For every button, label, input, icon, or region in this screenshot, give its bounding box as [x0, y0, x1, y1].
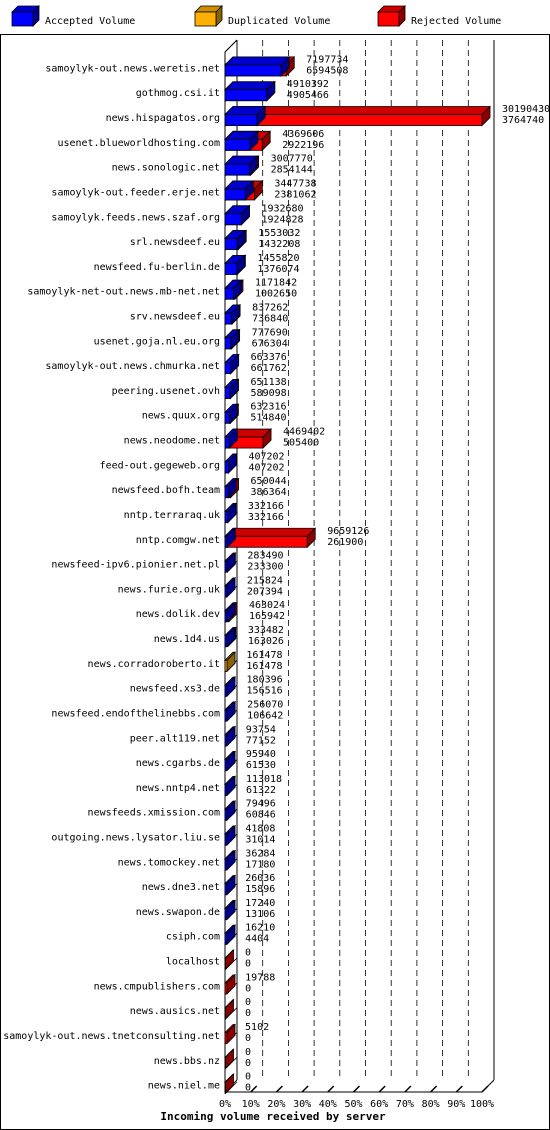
- x-tick-label-7: 70%: [395, 1099, 414, 1110]
- bar-accepted-1-top: [225, 82, 275, 90]
- category-label-30: newsfeeds.xmission.com: [87, 807, 220, 819]
- category-label-8: newsfeed.fu-berlin.de: [93, 261, 220, 273]
- bar-accepted-20: [225, 553, 235, 572]
- bar-offered-19-top: [225, 528, 315, 536]
- bar-accepted-21: [225, 578, 235, 597]
- bar-accepted-28-front: [225, 760, 227, 771]
- category-label-41: news.niel.me: [147, 1080, 220, 1092]
- bar-accepted-14: [225, 404, 237, 423]
- bar-accepted-17: [225, 479, 236, 498]
- offered-value-35: 16210: [245, 922, 276, 934]
- x-tick-label-0: 0%: [218, 1099, 232, 1110]
- category-label-31: outgoing.news.lysator.liu.se: [51, 832, 220, 844]
- x-tick-mark-10: [482, 1086, 488, 1092]
- bar-offered-39-front: [225, 1032, 227, 1043]
- legend-swatch-rejected-front: [378, 12, 399, 26]
- bar-accepted-23-front: [225, 636, 227, 647]
- offered-value-26: 256070: [247, 699, 284, 711]
- category-label-5: samoylyk-out.feeder.erje.net: [51, 187, 220, 199]
- bar-accepted-13: [225, 379, 238, 398]
- accepted-value-13: 589098: [250, 387, 287, 399]
- category-label-35: csiph.com: [165, 931, 220, 943]
- bar-accepted-14-front: [225, 412, 229, 423]
- bar-accepted-24: [225, 652, 235, 671]
- bar-accepted-16-front: [225, 462, 228, 473]
- category-label-0: samoylyk-out.news.weretis.net: [45, 63, 220, 75]
- bar-accepted-34-front: [225, 908, 227, 919]
- accepted-value-37: 0: [245, 983, 252, 995]
- accepted-value-25: 156516: [246, 685, 283, 697]
- category-label-21: news.furie.org.uk: [117, 584, 220, 596]
- accepted-value-1: 4905466: [286, 90, 329, 102]
- bar-accepted-4: [225, 156, 257, 175]
- x-tick-mark-4: [328, 1086, 334, 1092]
- category-label-33: news.dne3.net: [141, 882, 220, 894]
- bar-accepted-16: [225, 454, 236, 473]
- bar-accepted-21-front: [225, 586, 227, 597]
- bar-accepted-6: [225, 206, 249, 225]
- x-tick-label-6: 60%: [370, 1099, 389, 1110]
- offered-value-2: 30190430: [502, 104, 550, 116]
- bar-accepted-8: [225, 255, 245, 274]
- category-label-4: news.sonologic.net: [111, 162, 220, 174]
- bar-offered-38-front: [225, 1008, 226, 1019]
- x-axis-label: Incoming volume received by server: [160, 1110, 386, 1123]
- bar-accepted-24-front: [225, 660, 227, 671]
- accepted-value-34: 13106: [245, 908, 276, 920]
- bar-accepted-31: [225, 826, 235, 845]
- offered-value-40: 0: [245, 1046, 252, 1058]
- offered-value-4: 3007770: [270, 153, 313, 165]
- category-label-11: usenet.goja.nl.eu.org: [93, 336, 220, 348]
- offered-value-19: 9659126: [327, 525, 370, 537]
- y-tick-0: [225, 40, 237, 52]
- bar-accepted-3-front: [225, 139, 250, 150]
- category-label-40: news.bbs.nz: [153, 1055, 220, 1067]
- bar-accepted-35-front: [225, 933, 227, 944]
- offered-value-37: 19788: [245, 972, 276, 984]
- bar-accepted-9-front: [225, 288, 234, 299]
- accepted-value-7: 1432208: [258, 239, 301, 251]
- category-label-22: news.dolik.dev: [135, 609, 220, 621]
- offered-value-24: 161478: [246, 649, 283, 661]
- bar-accepted-27: [225, 727, 235, 746]
- offered-value-1: 4910392: [286, 79, 329, 91]
- category-label-32: news.tomockey.net: [117, 857, 220, 869]
- offered-value-7: 1553032: [258, 228, 301, 240]
- bar-accepted-6-front: [225, 214, 241, 225]
- bar-offered-41-front: [225, 1082, 226, 1093]
- offered-value-28: 95940: [245, 749, 276, 761]
- bar-accepted-0-top: [225, 57, 289, 65]
- offered-value-13: 651138: [250, 376, 287, 388]
- accepted-value-26: 106642: [247, 710, 284, 722]
- offered-value-31: 41808: [245, 823, 276, 835]
- offered-value-38: 0: [245, 997, 252, 1009]
- x-tick-label-2: 20%: [267, 1099, 286, 1110]
- offered-value-25: 180396: [246, 674, 283, 686]
- category-label-27: peer.alt119.net: [129, 733, 220, 745]
- category-label-2: news.hispagatos.org: [105, 113, 220, 125]
- bar-accepted-33: [225, 876, 235, 895]
- legend-label-accepted: Accepted Volume: [45, 16, 136, 27]
- bar-accepted-30-front: [225, 809, 227, 820]
- accepted-value-23: 163026: [247, 636, 284, 648]
- category-label-1: gothmog.csi.it: [135, 88, 220, 100]
- x-tick-label-5: 50%: [344, 1099, 363, 1110]
- offered-value-17: 650044: [250, 476, 287, 488]
- bar-accepted-34: [225, 900, 235, 919]
- legend-swatch-rejected: [378, 6, 405, 26]
- bar-accepted-18: [225, 503, 236, 522]
- bar-offered-40-side: [226, 1049, 234, 1068]
- bar-accepted-22: [225, 603, 235, 622]
- offered-value-23: 333482: [247, 625, 284, 637]
- accepted-value-33: 15896: [245, 884, 276, 896]
- offered-value-0: 7197734: [306, 54, 349, 66]
- category-label-39: samoylyk-out.news.tnetconsulting.net: [3, 1030, 220, 1042]
- accepted-value-4: 2854144: [270, 164, 313, 176]
- category-label-19: nntp.comgw.net: [135, 534, 220, 546]
- bar-accepted-22-front: [225, 611, 227, 622]
- bar-accepted-12-front: [225, 363, 231, 374]
- bar-offered-41-side: [226, 1074, 234, 1093]
- bar-accepted-9: [225, 280, 242, 299]
- accepted-value-5: 2381062: [274, 189, 317, 201]
- accepted-value-9: 1002650: [254, 288, 298, 300]
- accepted-value-6: 1924828: [261, 214, 304, 226]
- bar-accepted-32-front: [225, 859, 227, 870]
- accepted-value-20: 233300: [247, 561, 284, 573]
- bar-accepted-35: [225, 925, 235, 944]
- x-tick-mark-7: [405, 1086, 411, 1092]
- offered-value-39: 5102: [245, 1021, 270, 1033]
- legend-swatch-duplicated: [195, 6, 222, 26]
- bar-accepted-4-front: [225, 164, 249, 175]
- bar-accepted-3: [225, 131, 258, 150]
- category-label-13: peering.usenet.ovh: [111, 385, 220, 397]
- accepted-value-3: 2922196: [282, 139, 325, 151]
- category-label-14: news.quux.org: [141, 410, 220, 422]
- bar-accepted-32: [225, 851, 235, 870]
- accepted-value-15: 505400: [283, 437, 320, 449]
- legend-label-duplicated: Duplicated Volume: [228, 16, 331, 27]
- bar-accepted-10-front: [225, 313, 231, 324]
- offered-value-6: 1932680: [261, 203, 304, 215]
- offered-value-22: 463024: [248, 600, 286, 612]
- offered-value-21: 215824: [246, 575, 283, 587]
- offered-value-16: 407202: [248, 451, 285, 463]
- bar-accepted-30: [225, 801, 235, 820]
- bar-accepted-13-front: [225, 387, 230, 398]
- accepted-value-35: 4404: [245, 933, 270, 945]
- accepted-value-21: 207394: [246, 586, 283, 598]
- bar-offered-40-front: [225, 1057, 226, 1068]
- legend-swatch-duplicated-front: [195, 12, 216, 26]
- category-label-29: news.nntp4.net: [135, 782, 220, 794]
- category-label-36: localhost: [165, 956, 220, 968]
- accepted-value-36: 0: [245, 958, 252, 970]
- category-label-15: news.neodome.net: [123, 435, 220, 447]
- x-tick-mark-9: [456, 1086, 462, 1092]
- bar-offered-38-side: [226, 1000, 234, 1019]
- accepted-value-19: 261900: [327, 536, 364, 548]
- bar-accepted-31-front: [225, 834, 227, 845]
- bar-accepted-29-front: [225, 784, 227, 795]
- legend-label-rejected: Rejected Volume: [411, 16, 502, 27]
- offered-value-32: 36284: [245, 848, 276, 860]
- x-tick-label-10: 100%: [469, 1099, 495, 1110]
- bar-offered-37-front: [225, 983, 227, 994]
- bar-accepted-17-front: [225, 487, 228, 498]
- accepted-value-24: 161478: [246, 660, 283, 672]
- legend: [12, 6, 501, 27]
- offered-value-9: 1171842: [254, 277, 298, 289]
- accepted-value-30: 60846: [245, 809, 276, 821]
- bar-offered-36-front: [225, 958, 226, 969]
- x-tick-mark-1: [251, 1086, 257, 1092]
- offered-value-34: 17240: [245, 897, 276, 909]
- category-label-37: news.cmpublishers.com: [93, 981, 220, 993]
- bar-accepted-2: [225, 107, 265, 126]
- bar-offered-37: [225, 975, 235, 994]
- bar-offered-36-side: [226, 950, 234, 969]
- accepted-value-16: 407202: [248, 462, 285, 474]
- x-tick-mark-2: [276, 1086, 282, 1092]
- bar-accepted-33-front: [225, 884, 227, 895]
- category-label-23: news.1d4.us: [153, 634, 220, 646]
- accepted-value-18: 332166: [247, 511, 284, 523]
- offered-value-5: 3447738: [274, 178, 317, 190]
- legend-swatch-accepted: [12, 6, 39, 26]
- offered-value-33: 26036: [245, 873, 276, 885]
- bar-offered-19-front: [225, 536, 307, 547]
- accepted-value-10: 736840: [252, 313, 289, 325]
- bar-accepted-7-front: [225, 239, 237, 250]
- bar-accepted-28: [225, 752, 235, 771]
- category-label-28: news.cgarbs.de: [135, 758, 220, 770]
- accepted-value-2: 3764740: [502, 115, 545, 127]
- bar-accepted-18-front: [225, 511, 228, 522]
- bar-accepted-1-front: [225, 90, 267, 101]
- accepted-value-32: 17180: [245, 859, 276, 871]
- category-label-9: samoylyk-net-out.news.mb-net.net: [27, 286, 220, 298]
- category-label-7: srl.newsdeef.eu: [129, 237, 220, 249]
- bar-accepted-20-front: [225, 561, 227, 572]
- bar-accepted-15-front: [225, 437, 229, 448]
- accepted-value-31: 31014: [245, 834, 276, 846]
- category-label-18: nntp.terraraq.uk: [123, 509, 220, 521]
- offered-value-8: 1455820: [257, 252, 300, 264]
- accepted-value-27: 77152: [245, 735, 276, 747]
- offered-value-15: 4469402: [283, 426, 326, 438]
- bar-accepted-27-front: [225, 735, 227, 746]
- category-label-17: newsfeed.bofh.team: [111, 485, 220, 497]
- offered-value-11: 777690: [251, 327, 288, 339]
- category-label-25: newsfeed.xs3.de: [129, 683, 220, 695]
- x-tick-label-4: 40%: [318, 1099, 337, 1110]
- accepted-value-40: 0: [245, 1057, 252, 1069]
- bar-accepted-2-front: [225, 115, 257, 126]
- bar-accepted-19-front: [225, 536, 227, 547]
- offered-value-20: 283490: [247, 550, 284, 562]
- bar-accepted-26: [225, 702, 235, 721]
- accepted-value-39: 0: [245, 1032, 252, 1044]
- accepted-value-29: 61322: [245, 784, 277, 796]
- bar-offered-39: [225, 1024, 235, 1043]
- offered-value-14: 632316: [250, 401, 287, 413]
- bar-accepted-26-front: [225, 710, 227, 721]
- offered-value-18: 332166: [247, 500, 284, 512]
- x-tick-mark-5: [354, 1086, 360, 1092]
- offered-value-30: 79496: [245, 798, 276, 810]
- x-tick-mark-6: [379, 1086, 385, 1092]
- category-label-20: newsfeed-ipv6.pionier.net.pl: [51, 559, 220, 571]
- bar-accepted-8-front: [225, 263, 237, 274]
- x-tick-label-8: 80%: [421, 1099, 440, 1110]
- bar-accepted-7: [225, 231, 245, 250]
- category-label-26: newsfeed.endofthelinebbs.com: [51, 708, 220, 720]
- legend-swatch-accepted-front: [12, 12, 33, 26]
- x-tick-label-1: 10%: [241, 1099, 260, 1110]
- category-label-34: news.swapon.de: [135, 906, 220, 918]
- bar-offered-19: [225, 528, 315, 547]
- offered-value-10: 837262: [252, 302, 289, 314]
- accepted-value-38: 0: [245, 1008, 252, 1020]
- offered-value-29: 113018: [245, 773, 283, 785]
- x-tick-label-9: 90%: [447, 1099, 466, 1110]
- accepted-value-11: 676304: [251, 338, 288, 350]
- offered-value-12: 663376: [250, 352, 287, 364]
- offered-value-41: 0: [245, 1071, 252, 1083]
- category-label-6: samoylyk.feeds.news.szaf.org: [51, 212, 220, 224]
- category-label-24: news.corradoroberto.it: [87, 658, 220, 670]
- accepted-value-22: 165942: [248, 611, 286, 623]
- category-label-12: samoylyk-out.news.chmurka.net: [45, 361, 220, 373]
- bar-accepted-11-front: [225, 338, 231, 349]
- accepted-value-12: 661762: [250, 363, 287, 375]
- offered-value-3: 4369606: [282, 128, 325, 140]
- x-tick-mark-8: [431, 1086, 437, 1092]
- accepted-value-0: 6594508: [306, 65, 349, 77]
- bar-accepted-25: [225, 677, 235, 696]
- bar-accepted-23: [225, 628, 235, 647]
- accepted-value-28: 61530: [245, 760, 276, 772]
- bar-accepted-0-front: [225, 65, 281, 76]
- category-label-38: news.ausics.net: [129, 1006, 220, 1018]
- bar-accepted-5-front: [225, 189, 245, 200]
- category-label-10: srv.newsdeef.eu: [129, 311, 220, 323]
- offered-value-27: 93754: [245, 724, 276, 736]
- bar-accepted-29: [225, 776, 235, 795]
- x-tick-label-3: 30%: [293, 1099, 312, 1110]
- x-tick-mark-3: [302, 1086, 308, 1092]
- bar-accepted-0: [225, 57, 289, 76]
- bar-accepted-1: [225, 82, 275, 101]
- accepted-value-8: 1376074: [257, 263, 300, 275]
- offered-value-36: 0: [245, 947, 252, 959]
- accepted-value-41: 0: [245, 1082, 252, 1094]
- bar-accepted-25-front: [225, 685, 227, 696]
- category-label-16: feed-out.gegeweb.org: [99, 460, 220, 472]
- accepted-value-17: 386364: [250, 487, 287, 499]
- category-label-3: usenet.blueworldhosting.com: [57, 137, 220, 149]
- accepted-value-14: 514840: [250, 412, 287, 424]
